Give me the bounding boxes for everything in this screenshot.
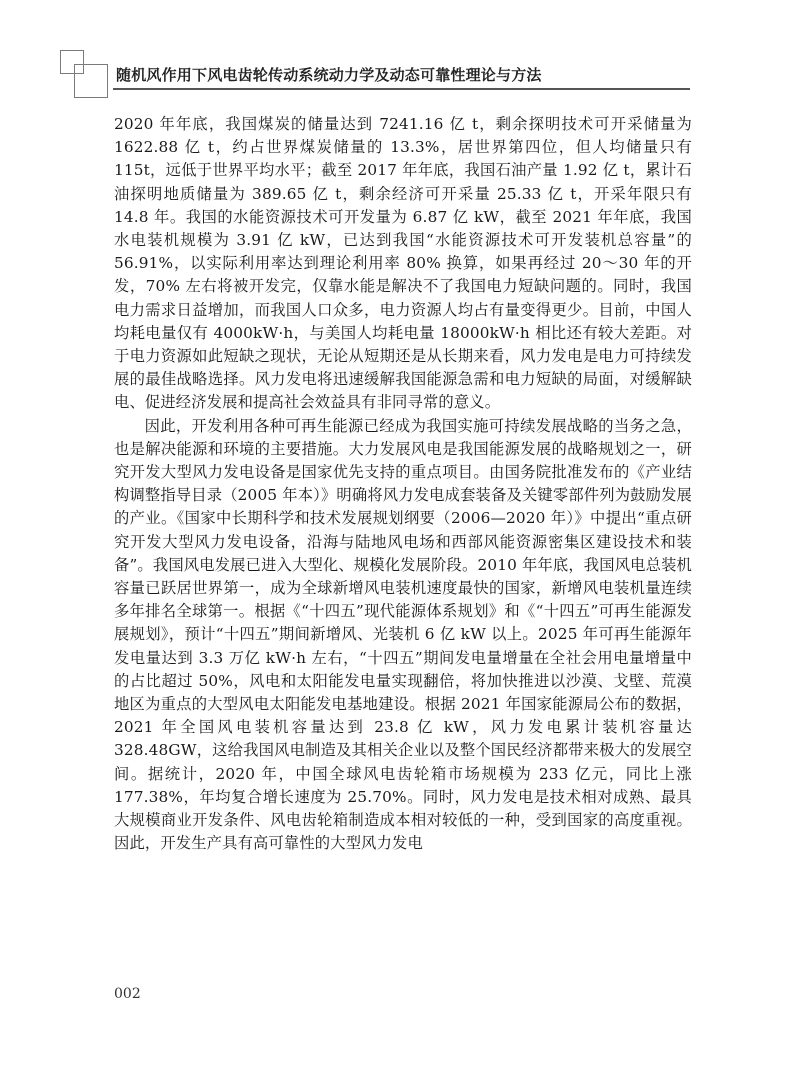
body-text bbox=[114, 113, 692, 856]
logo-square-large bbox=[74, 64, 108, 98]
paragraph-2: 因此，开发利用各种可再生能源已经成为我国实施可持续发展战略的当务之急，也是解决能源和环境的主要措施。大力发展风电是我国能源发展的战略规划之一，研究开发大型风力发电设备是国家优先支持的重点项目。由国务院批准发布的《产业结构调整指导目录（2005 年本）》明确将风力发电成套装备及关键零部件列为鼓励发展的产业。《国家中长期科学和技术发展规划纲要（2006—2020 年）》中提出“重点研究开发大型风力发电设备，沿海与陆地风电场和西部风能资源密集区建设技术和装备”。我国风电发展已进入大型化、规模化发展阶段。2010 年年底，我国风电总装机容量已跃居世界第一，成为全球新增风电装机速度最快的国家，新增风电装机量连续多年排名全球第一。根据《“十四五”现代能源体系规划》和《“十四五”可再生能源发展规划》，预计“十四五”期间新增风、光装机 6 亿 kW 以上。2025 年可再生能源年发电量达到 3.3 万亿 kW·h 左右，“十四五”期间发电量增量在全社会用电量增量中的占比超过 50%，风电和太阳能发电量实现翻倍，将加快推进以沙漠、戈壁、荒漠地区为重点的大型风电太阳能发电基地建设。根据 2021 年国家能源局公布的数据，2021 年全国风电装机容量达到 23.8 亿 kW，风力发电累计装机容量达 328.48GW，这给我国风电制造及其相关企业以及整个国民经济都带来极大的发展空间。据统计，2020 年，中国全球风电齿轮箱市场规模为 233 亿元，同比上涨 177.38%，年均复合增长速度为 25.70%。同时，风力发电是技术相对成熟、最具大规模商业开发条件、风电齿轮箱制造成本相对较低的一种，受到国家的高度重视。因此，开发生产具有高可靠性的大型风力发电 bbox=[114, 416, 692, 853]
header-logo-squares bbox=[60, 50, 110, 96]
running-header-title: 随机风作用下风电齿轮传动系统动力学及动态可靠性理论与方法 bbox=[116, 66, 542, 84]
header-rule bbox=[113, 88, 690, 90]
page-number: 002 bbox=[114, 986, 141, 1002]
paragraph-1: 2020 年年底，我国煤炭的储量达到 7241.16 亿 t，剩余探明技术可开采储量为 1622.88 亿 t，约占世界煤炭储量的 13.3%，居世界第四位，但人均储量只有 115t，远低于世界平均水平；截至 2017 年年底，我国石油产量 1.92 亿 t，累计石油探明地质储量为 389.65 亿 t，剩余经济可开采量 25.33 亿 t，开采年限只有 14.8 年。我国的水能资源技术可开发量为 6.87 亿 kW，截至 2021 年年底，我国水电装机规模为 3.91 亿 kW，已达到我国“水能资源技术可开发装机总容量”的 56.91%，以实际利用率达到理论利用率 80% 换算，如果再经过 20～30 年的开发，70% 左右将被开发完，仅靠水能是解决不了我国电力短缺问题的。同时，我国电力需求日益增加，而我国人口众多，电力资源人均占有量变得更少。目前，中国人均耗电量仅有 4000kW·h，与美国人均耗电量 18000kW·h 相比还有较大差距。对于电力资源如此短缺之现状，无论从短期还是从长期来看，风力发电是电力可持续发展的最佳战略选择。风力发电将迅速缓解我国能源急需和电力短缺的局面，对缓解缺电、促进经济发展和提高社会效益具有非同寻常的意义。 bbox=[114, 115, 692, 412]
